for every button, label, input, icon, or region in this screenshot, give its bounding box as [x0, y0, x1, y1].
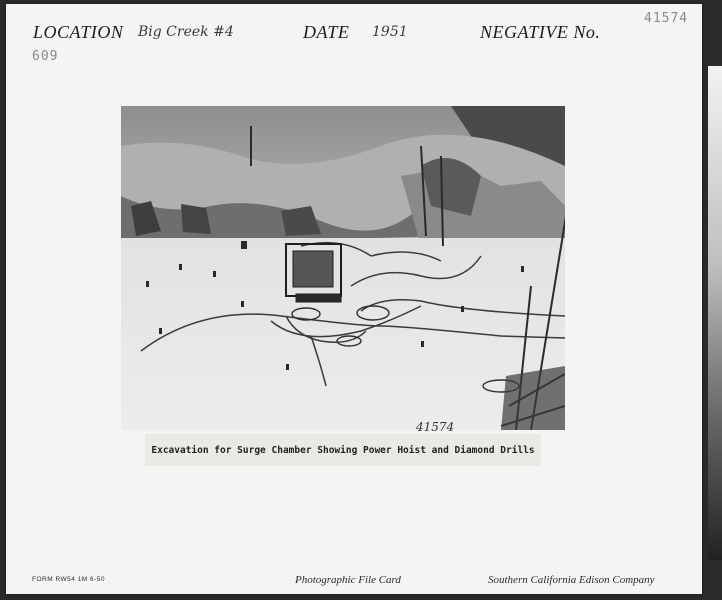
negative-number-stamp: 41574: [644, 11, 689, 26]
photo-caption: Excavation for Surge Chamber Showing Power Hoist and Diamond Drills: [145, 434, 541, 466]
photographic-file-card: [6, 4, 702, 594]
photo-image: [121, 106, 565, 430]
card-type-label: Photographic File Card: [295, 574, 401, 586]
photo-handwritten-number: 41574: [416, 420, 455, 434]
negative-number-label: NEGATIVE No.: [480, 22, 601, 42]
grayscale-strip: [708, 66, 722, 560]
company-name: Southern California Edison Company: [488, 574, 655, 586]
form-code: FORM RW54 1M 6-50: [32, 576, 106, 583]
card-number-stamp: 609: [32, 49, 59, 64]
location-label: LOCATION: [33, 22, 124, 42]
excavation-photograph: [121, 106, 565, 430]
date-value: 1951: [372, 24, 408, 40]
date-label: DATE: [303, 22, 350, 42]
location-value: Big Creek #4: [138, 24, 234, 40]
